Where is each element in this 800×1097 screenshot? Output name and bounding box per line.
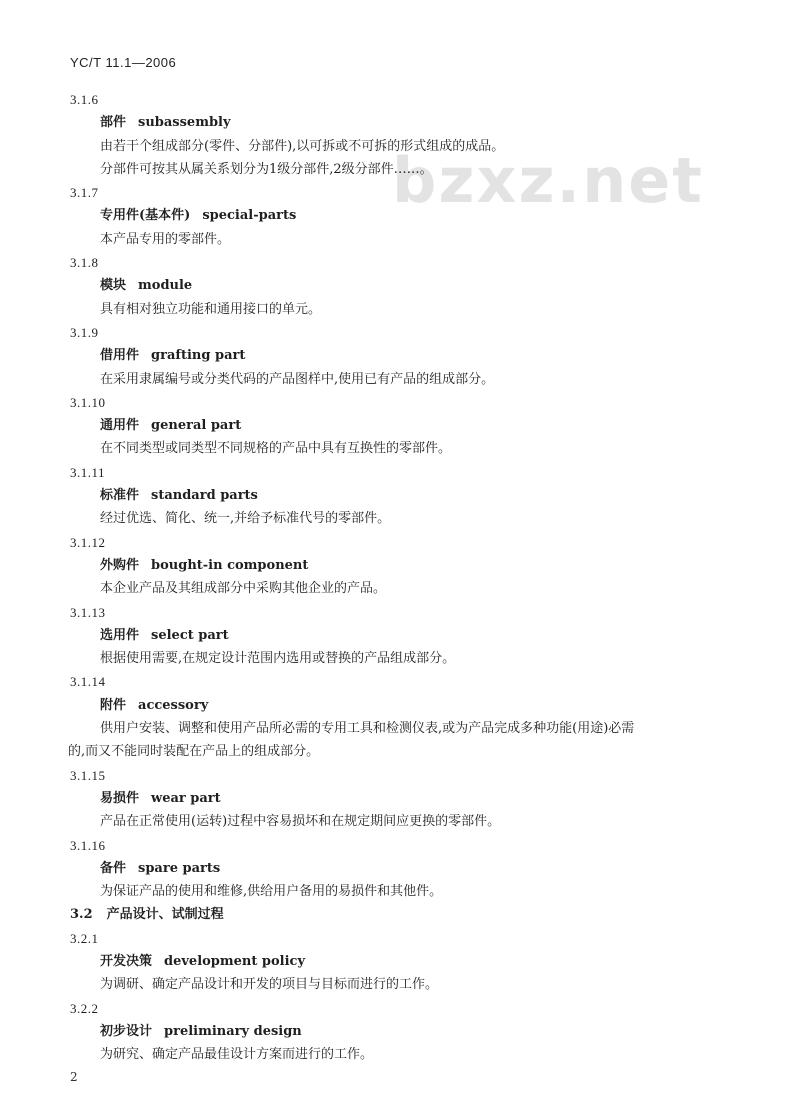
document-body [68,88,758,1066]
term-en: accessory [138,697,209,713]
term-definition: 为保证产品的使用和维修,供给用户备用的易损件和其他件。 [100,884,443,900]
term-zh: 部件 [100,115,127,131]
term-zh: 开发决策 [100,953,153,969]
term-en: general part [151,418,242,434]
term-heading [68,624,758,647]
term-en: development policy [164,953,306,969]
term-definition: 由若干个组成部分(零件、分部件),以可拆或不可拆的形式组成的成品。 [100,138,505,154]
standard-code-header: YC/T 11.1—2006 [70,55,177,70]
term-heading [68,950,758,973]
term-definition: 为研究、确定产品最佳设计方案而进行的工作。 [100,1047,374,1063]
term-zh: 易损件 [100,790,140,806]
term-zh: 借用件 [100,348,140,364]
term-definition: 具有相对独立功能和通用接口的单元。 [100,301,322,317]
term-heading [68,787,758,810]
term-en: bought-in component [151,557,309,573]
term-heading [68,111,758,134]
term-en: subassembly [138,115,231,131]
term-heading [68,204,758,227]
term-zh: 模块 [100,278,127,294]
term-en: grafting part [151,348,246,364]
clause-number: 3.1.10 [70,394,106,410]
term-definition: 为调研、确定产品设计和开发的项目与目标而进行的工作。 [100,977,439,993]
clause-number: 3.1.12 [70,534,106,550]
term-en: select part [151,627,229,643]
term-zh: 初步设计 [100,1023,153,1039]
section-heading [68,903,758,926]
term-heading [68,1020,758,1043]
page-number: 2 [70,1070,78,1084]
clause-number: 3.2.2 [70,1000,99,1016]
term-en: wear part [151,790,221,806]
term-definition: 根据使用需要,在规定设计范围内选用或替换的产品组成部分。 [100,651,456,667]
clause-number: 3.1.7 [70,185,99,201]
term-definition: 经过优选、简化、统一,并给予标准代号的零部件。 [100,511,391,527]
clause-number: 3.1.15 [70,767,106,783]
term-zh: 附件 [100,697,127,713]
clause-number: 3.1.9 [70,324,99,340]
term-definition-continuation: 的,而又不能同时装配在产品上的组成部分。 [68,744,320,760]
clause-number: 3.1.14 [70,674,106,690]
term-zh: 外购件 [100,557,140,573]
term-en: preliminary design [164,1023,302,1039]
term-definition: 在不同类型或同类型不同规格的产品中具有互换性的零部件。 [100,441,452,457]
watermark: bzxz.net [392,144,704,217]
term-zh: 标准件 [100,488,140,504]
term-definition-note: 分部件可按其从属关系划分为1级分部件,2级分部件……。 [100,161,433,177]
term-heading [68,857,758,880]
term-definition: 在采用隶属编号或分类代码的产品图样中,使用已有产品的组成部分。 [100,371,495,387]
term-en: standard parts [151,488,258,504]
term-definition: 本企业产品及其组成部分中采购其他企业的产品。 [100,581,387,597]
clause-number: 3.1.6 [70,92,99,107]
term-heading [68,274,758,297]
term-zh: 备件 [100,860,127,876]
term-heading [68,484,758,507]
term-heading [68,344,758,367]
term-zh: 选用件 [100,627,140,643]
clause-number: 3.1.16 [70,837,106,853]
clause-number: 3.1.13 [70,604,106,620]
term-definition: 供用户安装、调整和使用产品所必需的专用工具和检测仪表,或为产品完成多种功能(用途)必需 [100,721,635,737]
term-heading [68,694,758,717]
term-en: module [138,278,193,294]
clause-number: 3.1.11 [70,464,106,480]
term-definition: 产品在正常使用(运转)过程中容易损坏和在规定期间应更换的零部件。 [100,814,501,830]
section-title: 产品设计、试制过程 [106,907,224,923]
term-en: special-parts [202,208,297,224]
clause-number: 3.2.1 [70,930,99,946]
clause-number: 3.1.8 [70,255,99,271]
term-definition: 本产品专用的零部件。 [100,231,231,247]
term-heading [68,554,758,577]
term-zh: 通用件 [100,418,140,434]
term-heading [68,414,758,437]
section-number: 3.2 [70,907,93,923]
term-en: spare parts [138,860,221,876]
term-zh: 专用件(基本件) [100,208,191,224]
